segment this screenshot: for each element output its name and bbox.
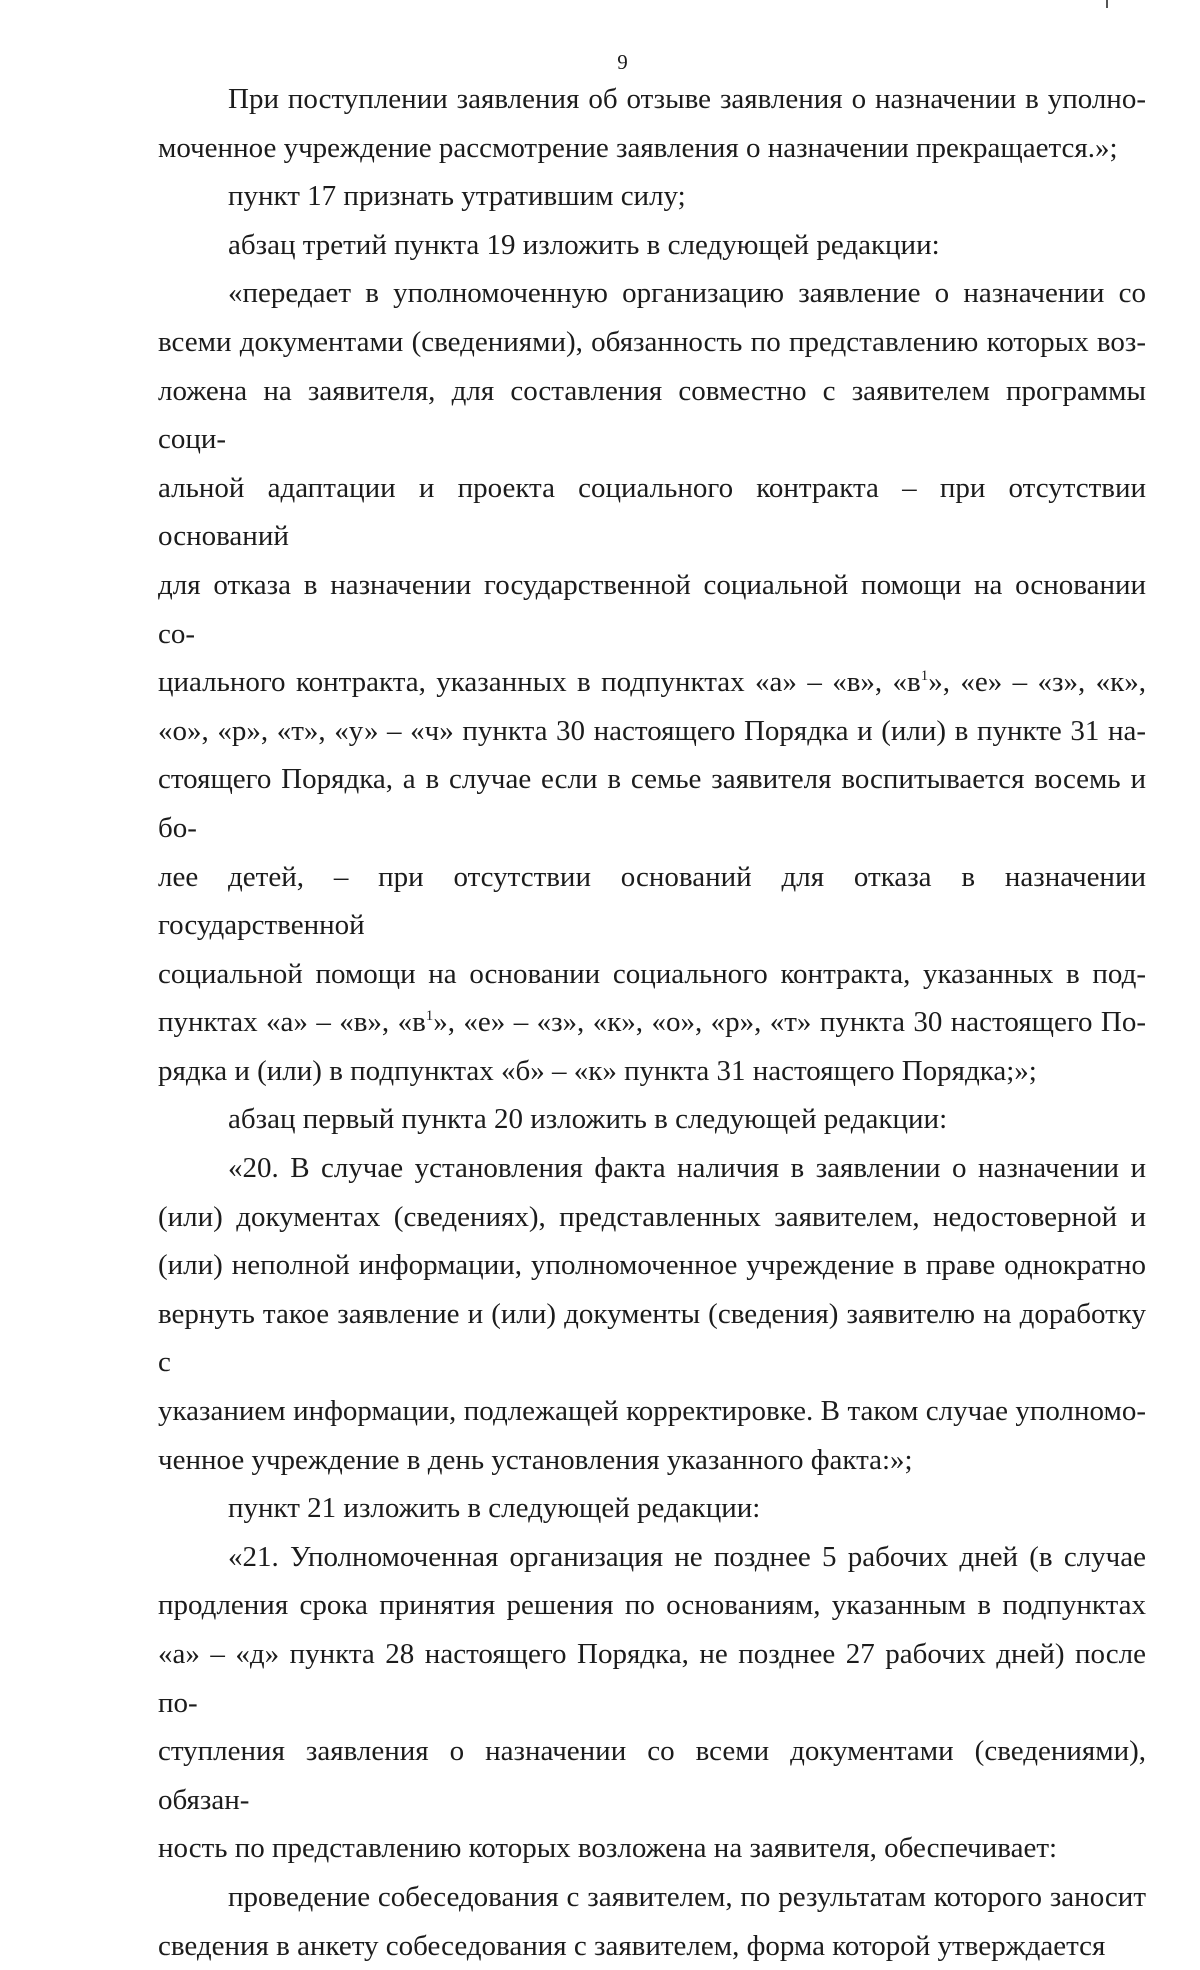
text-line bbox=[158, 998, 1146, 1047]
text-fragment: циального контракта, указанных в подпунктах «а» – «в», «в bbox=[158, 666, 921, 699]
text-line: «передает в уполномоченную организацию заявление о назначении со bbox=[228, 277, 1146, 310]
text-line: стоящего Порядка, а в случае если в семье заявителя воспитывается восемь и бо- bbox=[158, 763, 1146, 844]
text-line: ложена на заявителя, для составления совместно с заявителем программы соци- bbox=[158, 374, 1146, 456]
text-line: «21. Уполномоченная организация не позднее 5 рабочих дней (в случае bbox=[228, 1540, 1146, 1573]
text-line: рядка и (или) в подпунктах «б» – «к» пункта 31 настоящего Порядка;»; bbox=[158, 1054, 1037, 1087]
text-fragment: », «е» – «з», «к», bbox=[928, 666, 1146, 699]
text-line: сведения в анкету собеседования с заявителем, форма которой утверждается bbox=[158, 1929, 1106, 1962]
text-fragment: », «е» – «з», «к», «о», «р», «т» пункта 30 настоящего По- bbox=[433, 1006, 1146, 1039]
paragraph bbox=[158, 1484, 1146, 1533]
text-line: абзац третий пункта 19 изложить в следующей редакции: bbox=[228, 228, 940, 261]
text-line: При поступлении заявления об отзыве заявления о назначении в уполно- bbox=[228, 83, 1146, 115]
text-line: альной адаптации и проекта социального контракта – при отсутствии оснований bbox=[158, 471, 1146, 553]
text-line: ность по представлению которых возложена на заявителя, обеспечивает: bbox=[158, 1832, 1058, 1865]
superscript: 1 bbox=[920, 668, 929, 685]
text-line bbox=[158, 658, 1146, 707]
text-line: лее детей, – при отсутствии оснований для отказа в назначении государственной bbox=[158, 860, 1146, 942]
paragraph bbox=[158, 269, 1146, 1095]
document-body bbox=[158, 75, 1146, 1970]
text-line: моченное учреждение рассмотрение заявления о назначении прекращается.»; bbox=[158, 131, 1118, 164]
paragraph bbox=[158, 221, 1146, 270]
text-line: указанием информации, подлежащей корректировке. В таком случае уполномо- bbox=[158, 1395, 1146, 1428]
text-fragment: пунктах «а» – «в», «в bbox=[158, 1006, 426, 1039]
text-line: пункт 17 признать утратившим силу; bbox=[228, 180, 686, 213]
paragraph bbox=[158, 1095, 1146, 1144]
text-line: продления срока принятия решения по основаниям, указанным в подпунктах bbox=[158, 1589, 1146, 1622]
text-line: ченное учреждение в день установления указанного факта:»; bbox=[158, 1443, 913, 1476]
text-line: пункт 21 изложить в следующей редакции: bbox=[228, 1492, 761, 1525]
paragraph bbox=[158, 1144, 1146, 1484]
paragraph bbox=[158, 75, 1146, 172]
text-line: «а» – «д» пункта 28 настоящего Порядка, не позднее 27 рабочих дней) после по- bbox=[158, 1638, 1146, 1719]
text-line: (или) неполной информации, уполномоченное учреждение в праве однократно bbox=[158, 1249, 1146, 1282]
scan-mark bbox=[1106, 0, 1108, 8]
page-number: 9 bbox=[617, 50, 628, 74]
paragraph bbox=[158, 1873, 1146, 1970]
superscript: 1 bbox=[425, 1008, 434, 1025]
text-line: (или) документах (сведениях), представленных заявителем, недостоверной и bbox=[158, 1200, 1146, 1233]
text-line: социальной помощи на основании социального контракта, указанных в под- bbox=[158, 957, 1146, 990]
text-line: вернуть такое заявление и (или) документы (сведения) заявителю на доработку с bbox=[158, 1297, 1146, 1379]
paragraph bbox=[158, 1533, 1146, 1873]
text-line: ступления заявления о назначении со всеми документами (сведениями), обязан- bbox=[158, 1735, 1146, 1816]
text-line: проведение собеседования с заявителем, по результатам которого заносит bbox=[228, 1880, 1146, 1913]
text-line: для отказа в назначении государственной социальной помощи на основании со- bbox=[158, 568, 1146, 650]
text-line: всеми документами (сведениями), обязанность по представлению которых воз- bbox=[158, 325, 1146, 358]
text-line: «о», «р», «т», «у» – «ч» пункта 30 настоящего Порядка и (или) в пункте 31 на- bbox=[158, 714, 1146, 747]
text-line: абзац первый пункта 20 изложить в следующей редакции: bbox=[228, 1103, 948, 1136]
text-line: «20. В случае установления факта наличия в заявлении о назначении и bbox=[228, 1152, 1146, 1185]
paragraph bbox=[158, 172, 1146, 221]
